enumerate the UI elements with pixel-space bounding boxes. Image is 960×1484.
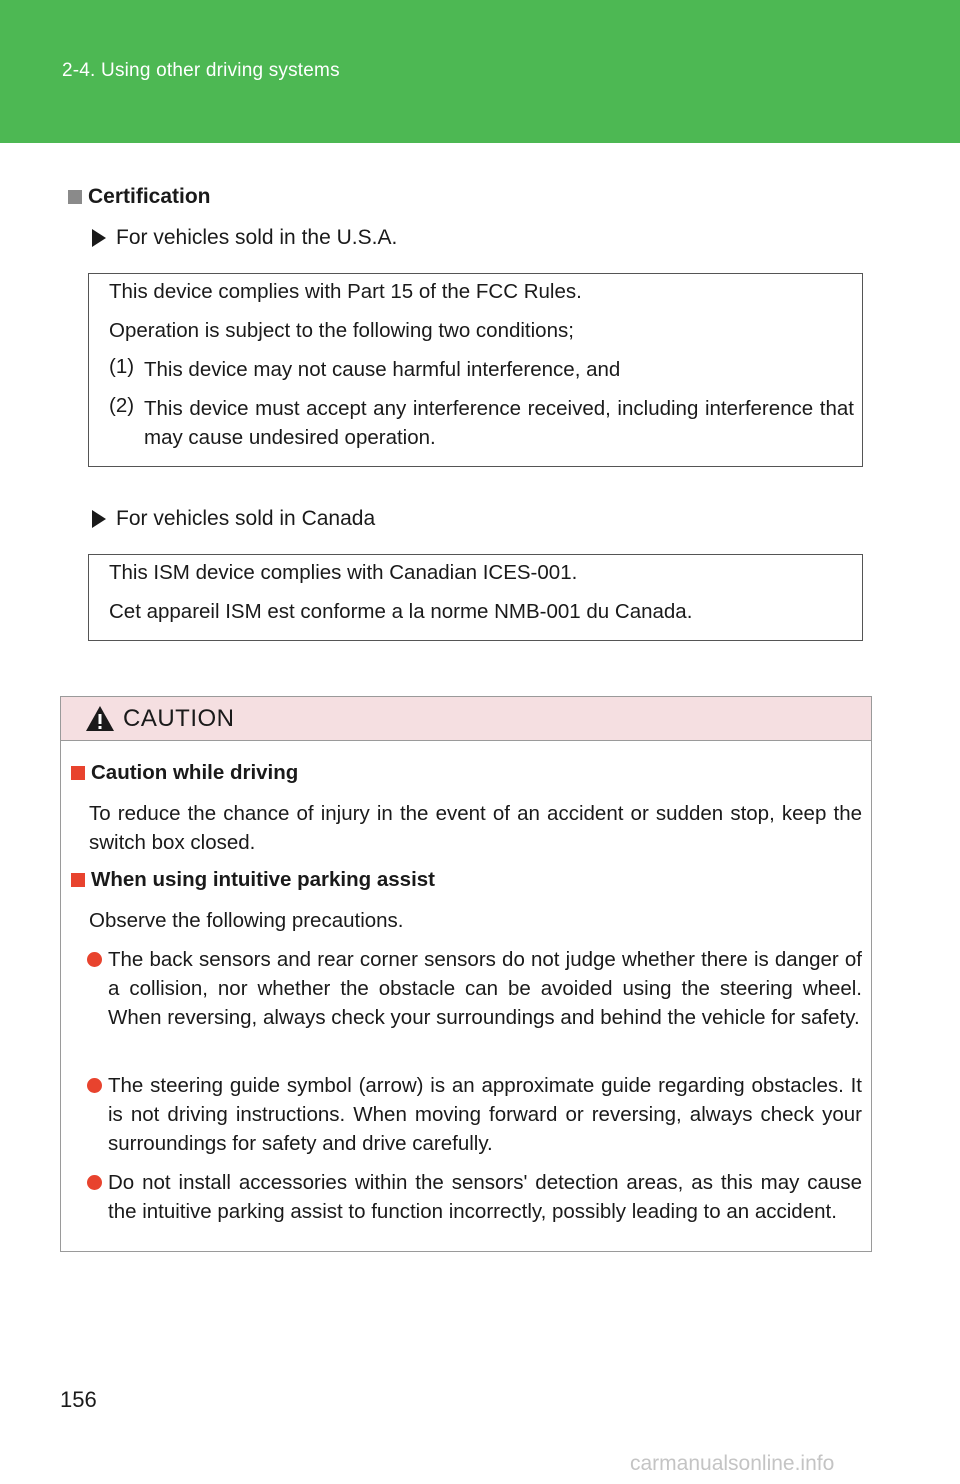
caution-heading-text: When using intuitive parking assist (91, 868, 435, 891)
fcc-notice-box (88, 273, 863, 467)
bullet-text: The steering guide symbol (arrow) is an approximate guide regarding obstacles. It is not driving instructions. When moving forward or reversing, always check your surroundings for safety and drive carefully. (108, 1074, 862, 1155)
page-header (0, 0, 960, 143)
watermark: carmanualsonline.info (630, 1452, 835, 1475)
fcc-line-2: Operation is subject to the following two conditions; (109, 319, 574, 342)
square-bullet-icon (68, 190, 82, 204)
ices-line-2: Cet appareil ISM est conforme a la norme NMB-001 du Canada. (109, 600, 693, 623)
page-number: 156 (60, 1387, 97, 1412)
bullet-text: The back sensors and rear corner sensors do not judge whether there is danger of a collision, nor whether the obstacle can be avoided using the steering wheel. When reversing, always check your surroundings and behind the vehicle for safety. (108, 948, 862, 1029)
condition-number: (1) (109, 355, 135, 378)
fcc-condition-1 (109, 355, 854, 384)
caution-box (60, 696, 872, 1252)
fcc-line-1: This device complies with Part 15 of the FCC Rules. (109, 280, 582, 303)
ices-line-1: This ISM device complies with Canadian ICES-001. (109, 561, 578, 584)
caution-heading-text: Caution while driving (91, 761, 299, 784)
canada-label: For vehicles sold in Canada (116, 507, 376, 530)
certification-title: Certification (88, 185, 211, 208)
arrow-right-icon (92, 229, 106, 247)
condition-text: This device may not cause harmful interference, and (144, 358, 621, 381)
caution-title: CAUTION (123, 704, 235, 732)
section-title: 2-4. Using other driving systems (62, 60, 340, 81)
bullet-dot-icon (87, 952, 102, 967)
caution-bullet (87, 1071, 862, 1158)
bullet-dot-icon (87, 1175, 102, 1190)
canada-subheading (92, 507, 375, 531)
caution-section-heading (71, 868, 435, 892)
caution-intro: Observe the following precautions. (89, 909, 404, 932)
caution-header (61, 697, 871, 741)
caution-bullet (87, 945, 862, 1032)
usa-label: For vehicles sold in the U.S.A. (116, 226, 398, 249)
caution-section-heading (71, 761, 298, 785)
caution-bullet (87, 1168, 862, 1226)
ices-notice-box (88, 554, 863, 641)
arrow-right-icon (92, 510, 106, 528)
condition-text: This device must accept any interference received, including interference that may cause undesired operation. (144, 397, 854, 449)
caution-paragraph: To reduce the chance of injury in the event of an accident or sudden stop, keep the switch box closed. (89, 802, 862, 854)
condition-number: (2) (109, 394, 135, 417)
square-bullet-icon (71, 873, 85, 887)
usa-subheading (92, 226, 397, 250)
square-bullet-icon (71, 766, 85, 780)
bullet-text: Do not install accessories within the sensors' detection areas, as this may cause the intuitive parking assist to function incorrectly, possibly leading to an accident. (108, 1171, 862, 1223)
certification-heading (68, 185, 211, 209)
fcc-condition-2 (109, 394, 854, 452)
bullet-dot-icon (87, 1078, 102, 1093)
warning-triangle-icon (85, 705, 115, 732)
